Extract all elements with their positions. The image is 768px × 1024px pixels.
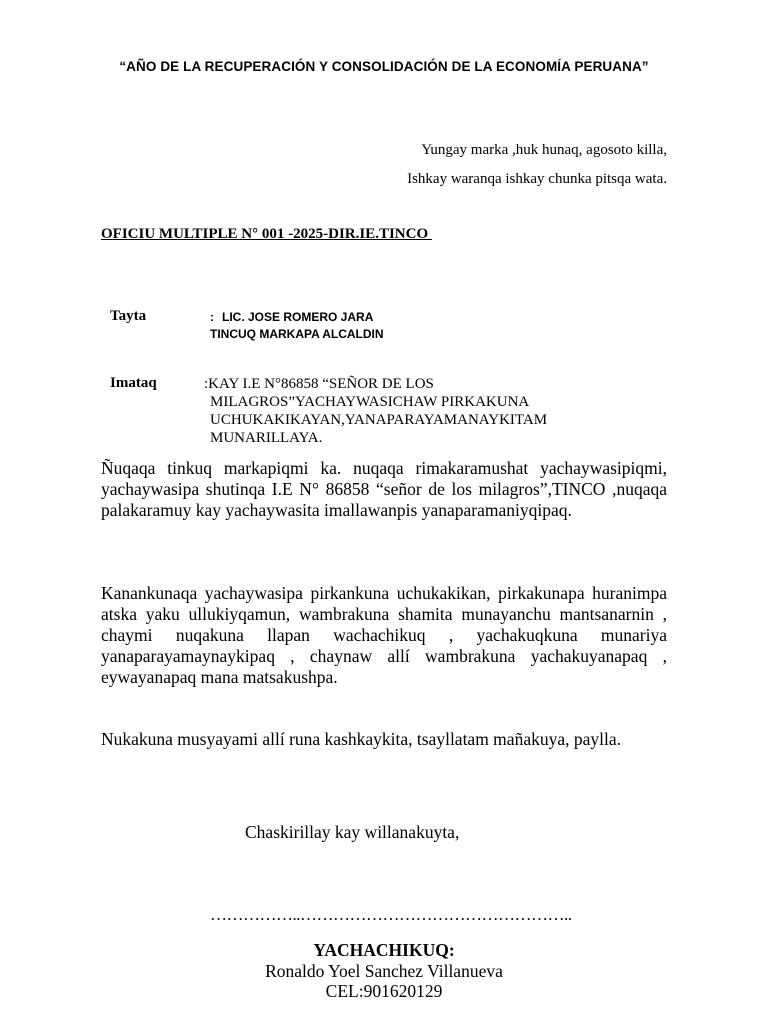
signature-role: YACHACHIKUQ: — [313, 940, 455, 960]
recipient-label: Tayta — [110, 308, 147, 324]
body-paragraph-3: Nukakuna musyayami allí runa kashkaykita, tsayllatam mañakuya, paylla. — [101, 729, 621, 749]
place-date-line-2: Ishkay waranqa ishkay chunka pitsqa wata. — [407, 171, 667, 187]
document-title: OFICIU MULTIPLE N° 001 -2025-DIR.IE.TINCO — [101, 226, 432, 242]
place-date-line-1: Yungay marka ,huk hunaq, agosoto killa, — [421, 142, 667, 158]
recipient-name: LIC. JOSE ROMERO JARA — [222, 310, 374, 324]
signature-phone: CEL:901620129 — [325, 981, 443, 1001]
signature-line: ……………..………………………………………….. — [210, 905, 572, 924]
subject-line-4: MUNARILLAYA. — [210, 430, 323, 446]
body-paragraph-2: Kanankunaqa yachaywasipa pirkankuna uchukakikan, pirkakunapa huranimpa atska yaku ullukiyqamun, wambrakuna shamita munayanchu mantsanarnin , chaymi nuqakuna llapan wachachikuq , yachakuqkuna munariya yanaparayamaynaykipaq , chaynaw allí wambrakuna yachakuyanapaq , eywayanapaq mana matsakushpa. — [101, 583, 667, 687]
recipient-position: TINCUQ MARKAPA ALCALDIN — [210, 327, 384, 341]
subject-line-1: :KAY I.E N°86858 “SEÑOR DE LOS — [204, 376, 434, 392]
body-paragraph-1: Ñuqaqa tinkuq markapiqmi ka. nuqaqa rimakaramushat yachaywasipiqmi, yachaywasipa shutinqa I.E N° 86858 “señor de los milagros”,TINCO ,nuqaqa palakaramuy kay yachaywasita imallawanpis yanaparamaniyqipaq. — [101, 458, 667, 520]
signature-name: Ronaldo Yoel Sanchez Villanueva — [265, 961, 503, 981]
subject-label: Imataq — [110, 375, 157, 391]
document-motto: “AÑO DE LA RECUPERACIÓN Y CONSOLIDACIÓN DE LA ECONOMÍA PERUANA” — [119, 59, 649, 74]
subject-line-3: UCHUKAKIKAYAN,YANAPARAYAMANAYKITAM — [210, 412, 548, 428]
recipient-colon: : — [210, 310, 214, 324]
closing-line: Chaskirillay kay willanakuyta, — [245, 822, 460, 842]
subject-line-2: MILAGROS”YACHAYWASICHAW PIRKAKUNA — [210, 394, 530, 410]
